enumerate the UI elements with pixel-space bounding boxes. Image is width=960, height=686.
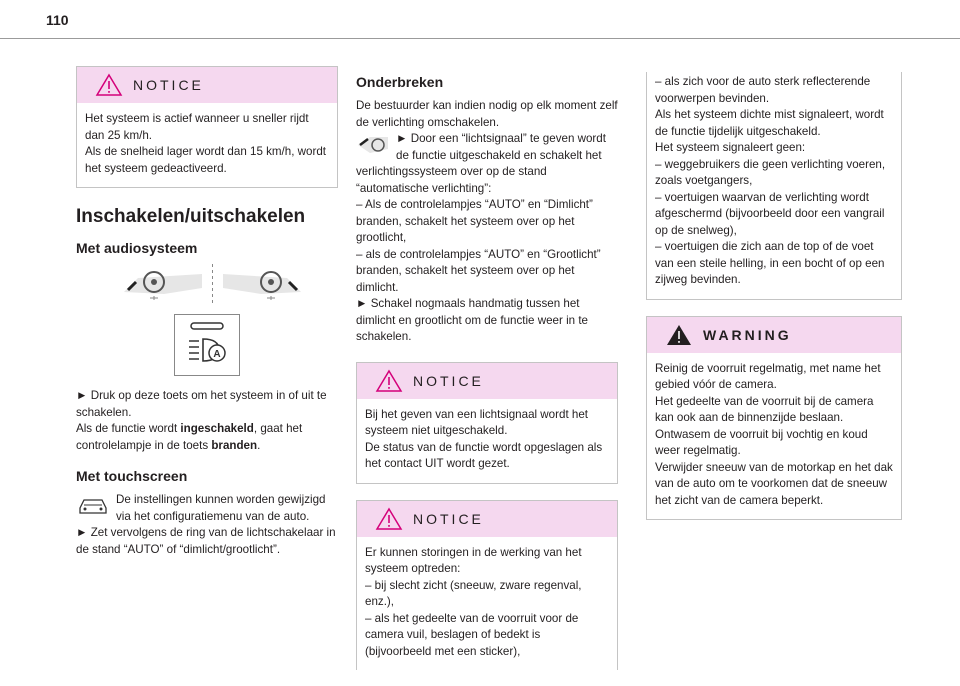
- notice-header: [357, 363, 617, 399]
- page-number: 110: [46, 12, 69, 28]
- header-divider: [0, 38, 960, 39]
- notice-body: [357, 399, 617, 483]
- paragraph: ► Schakel nogmaals handmatig tussen het dimlicht en grootlicht om de functie weer in te schakelen.: [356, 297, 588, 343]
- notice-line: Als de snelheid lager wordt dan 15 km/h, wordt het systeem gedeactiveerd.: [85, 145, 327, 175]
- notice-line: Er kunnen storingen in de werking van het systeem optreden:: [365, 545, 582, 575]
- warning-triangle-icon: [665, 323, 693, 347]
- warning-line: Het gedeelte van de voorruit bij de camera kan ook aan de binnenzijde beslaan. Ontwasem de voorruit bij vochtig en koud weer regelmatig.: [655, 394, 874, 457]
- notice-body: [77, 103, 337, 187]
- notice-title: NOTICE: [413, 372, 484, 389]
- notice-body: [357, 537, 617, 671]
- notice-title: NOTICE: [133, 77, 204, 93]
- touchscreen-heading: Met touchscreen: [76, 468, 188, 484]
- notice-line: – weggebruikers die geen verlichting voeren, zoals voetgangers,: [655, 157, 886, 187]
- steering-wheel-light-icon: [221, 264, 301, 304]
- touchscreen-settings: De instellingen kunnen worden gewijzigd via het configuratiemenu van de auto.: [76, 492, 338, 525]
- notice-line: – bij slecht zicht (sneeuw, zware regenval, enz.),: [365, 578, 582, 608]
- notice-title: NOTICE: [413, 510, 484, 527]
- notice-line: – voertuigen waarvan de verlichting wordt afgeschermd (bijvoorbeeld door een vangrail op de snelweg),: [655, 190, 885, 237]
- warning-body: [647, 353, 901, 520]
- warning-header: [647, 317, 901, 353]
- column-1: [76, 66, 338, 558]
- paragraph: – Als de controlelampjes “AUTO” en “Dimlicht” branden, schakelt het systeem over op het grootlicht,: [356, 198, 593, 244]
- headlight-flash-icon: [356, 133, 390, 155]
- touchscreen-instruction: ► Zet vervolgens de ring van de lichtschakelaar in de stand “AUTO” of “dimlicht/grootlicht”.: [76, 526, 336, 556]
- column-2: [356, 66, 618, 686]
- notice-line: De status van de functie wordt opgeslagen als het contact UIT wordt gezet.: [365, 440, 603, 470]
- warning-box: [646, 316, 902, 521]
- notice-box: [356, 362, 618, 484]
- warning-line: Reinig de voorruit regelmatig, met name het gebied vóór de camera.: [655, 361, 881, 391]
- notice-header: [357, 501, 617, 537]
- illustration-separator: [212, 264, 213, 304]
- warning-triangle-icon: [375, 369, 403, 393]
- column-3: [646, 72, 902, 536]
- audio-heading: Met audiosysteem: [76, 240, 198, 256]
- svg-text:A: A: [213, 349, 221, 360]
- notice-line: Als het systeem dichte mist signaleert, wordt de functie tijdelijk uitgeschakeld.: [655, 108, 884, 138]
- notice-line: Het systeem signaleert geen:: [655, 141, 806, 154]
- box-bottom-border: [646, 299, 902, 300]
- warning-line: Verwijder sneeuw van de motorkap en het dak van de auto om te voorkomen dat de sneeuw het zicht van de camera beperkt.: [655, 460, 893, 507]
- continued-notice-body: [646, 72, 902, 299]
- notice-line: – als het gedeelte van de voorruit voor de camera vuil, beslagen of bedekt is (bijvoorbeeld met een sticker),: [365, 611, 579, 658]
- warning-title: WARNING: [703, 326, 792, 343]
- flash-paragraph: ► Door een “lichtsignaal” te geven wordt de functie uitgeschakeld en schakelt het verlichtingssysteem over op de stand “automatische verlichting”:: [356, 132, 606, 195]
- notice-line: Bij het geven van een lichtsignaal wordt het systeem niet uitgeschakeld.: [365, 407, 588, 437]
- interrupt-heading: Onderbreken: [356, 74, 444, 90]
- notice-line: – als zich voor de auto sterk reflecterende voorwerpen bevinden.: [655, 75, 871, 105]
- steering-wheel-light-icon: [124, 264, 204, 304]
- warning-triangle-icon: [95, 73, 123, 97]
- paragraph: De bestuurder kan indien nodig op elk moment zelf de verlichting omschakelen.: [356, 99, 618, 129]
- audio-instruction: ► Druk op deze toets om het systeem in of uit te schakelen.: [76, 389, 327, 419]
- notice-box: [356, 500, 618, 671]
- warning-triangle-icon: [375, 507, 403, 531]
- section-heading: Inschakelen/uitschakelen: [76, 206, 306, 227]
- auto-high-beam-button-icon: [174, 314, 240, 376]
- notice-line: – voertuigen die zich aan de top of de voet van een steile helling, in een bocht of op een zijweg bevinden.: [655, 240, 885, 286]
- notice-line: Het systeem is actief wanneer u sneller rijdt dan 25 km/h.: [85, 112, 309, 142]
- paragraph: – als de controlelampjes “AUTO” en “Grootlicht” branden, schakelt het systeem over op het dimlicht.: [356, 247, 601, 294]
- notice-header: [77, 67, 337, 103]
- audio-status: Als de functie wordt ingeschakeld, gaat het controlelampje in de toets branden.: [76, 422, 303, 452]
- steering-wheel-illustration: [76, 264, 338, 304]
- car-settings-icon: [76, 494, 110, 516]
- notice-box: [76, 66, 338, 188]
